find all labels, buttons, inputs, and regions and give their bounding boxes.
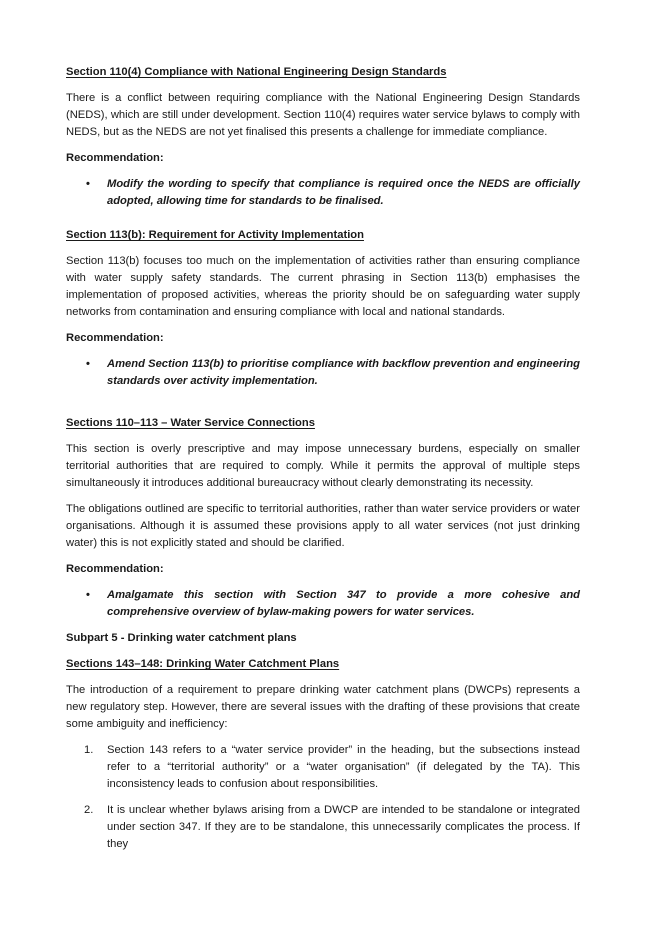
recommendation-item xyxy=(66,176,580,210)
recommendation-list xyxy=(66,587,580,621)
section-paragraph: Section 113(b) focuses too much on the implementation of activities rather than ensuring compliance with water supply safety standards. The current phrasing in Section 113(b) emphasises the implementation of proposed activities, whereas the priority should be on safeguarding water supply networks from contamination and ensuring compliance with local and national standards. xyxy=(66,255,580,318)
recommendation-label: Recommendation: xyxy=(66,563,164,575)
section-110-113 xyxy=(66,415,580,621)
section-113-b xyxy=(66,227,580,390)
section-paragraph: This section is overly prescriptive and may impose unnecessary burdens, especially on smaller territorial authorities that are required to comply. While it permits the approval of multiple steps simultaneously it introduces additional bureaucracy without clearly demonstrating its necessity. xyxy=(66,443,580,489)
section-110-4 xyxy=(66,64,580,210)
issue-item xyxy=(66,802,580,853)
issue-text: Section 143 refers to a “water service provider” in the heading, but the subsections instead refer to a “territorial authority” or a “water organisation” (if delegated by the TA). This inconsistency leads to confusion about responsibilities. xyxy=(107,744,580,790)
bullet-icon: • xyxy=(86,589,90,601)
recommendation-item xyxy=(66,587,580,621)
section-paragraph: The obligations outlined are specific to territorial authorities, rather than water service providers or water organisations. Although it is assumed these provisions apply to all water services (not just drinking water) this is not explicitly stated and should be clarified. xyxy=(66,503,580,549)
issue-item xyxy=(66,742,580,793)
recommendation-text: Modify the wording to specify that compliance is required once the NEDS are officially adopted, allowing time for standards to be finalised. xyxy=(107,178,580,207)
recommendation-label: Recommendation: xyxy=(66,152,164,164)
issue-number: 2. xyxy=(84,804,94,816)
recommendation-label: Recommendation: xyxy=(66,332,164,344)
recommendation-text: Amalgamate this section with Section 347 to provide a more cohesive and comprehensive overview of bylaw-making powers for water services. xyxy=(107,589,580,618)
recommendation-text: Amend Section 113(b) to prioritise compliance with backflow prevention and engineering standards over activity implementation. xyxy=(107,358,580,387)
subpart-5 xyxy=(66,630,580,853)
recommendation-list xyxy=(66,176,580,210)
issue-text: It is unclear whether bylaws arising from a DWCP are intended to be standalone or integrated under section 347. If they are to be standalone, this unnecessarily complicates the process. If they xyxy=(107,804,580,850)
section-paragraph: There is a conflict between requiring compliance with the National Engineering Design Standards (NEDS), which are still under development. Section 110(4) requires water service bylaws to comply with NEDS, but as the NEDS are not yet finalised this presents a challenge for immediate compliance. xyxy=(66,92,580,138)
section-heading: Sections 143–148: Drinking Water Catchment Plans xyxy=(66,658,340,670)
issue-number: 1. xyxy=(84,744,94,756)
section-heading: Section 110(4) Compliance with National Engineering Design Standards xyxy=(66,66,447,78)
subpart-title: Subpart 5 - Drinking water catchment plans xyxy=(66,632,297,644)
section-heading: Sections 110–113 – Water Service Connections xyxy=(66,417,315,429)
bullet-icon: • xyxy=(86,178,90,190)
recommendation-list xyxy=(66,356,580,390)
bullet-icon: • xyxy=(86,358,90,370)
subpart-intro: The introduction of a requirement to prepare drinking water catchment plans (DWCPs) represents a new regulatory step. However, there are several issues with the drafting of these provisions that create some ambiguity and inefficiency: xyxy=(66,684,580,730)
section-heading: Section 113(b): Requirement for Activity Implementation xyxy=(66,229,364,241)
recommendation-item xyxy=(66,356,580,390)
document-page xyxy=(66,64,580,862)
issues-list xyxy=(66,742,580,853)
